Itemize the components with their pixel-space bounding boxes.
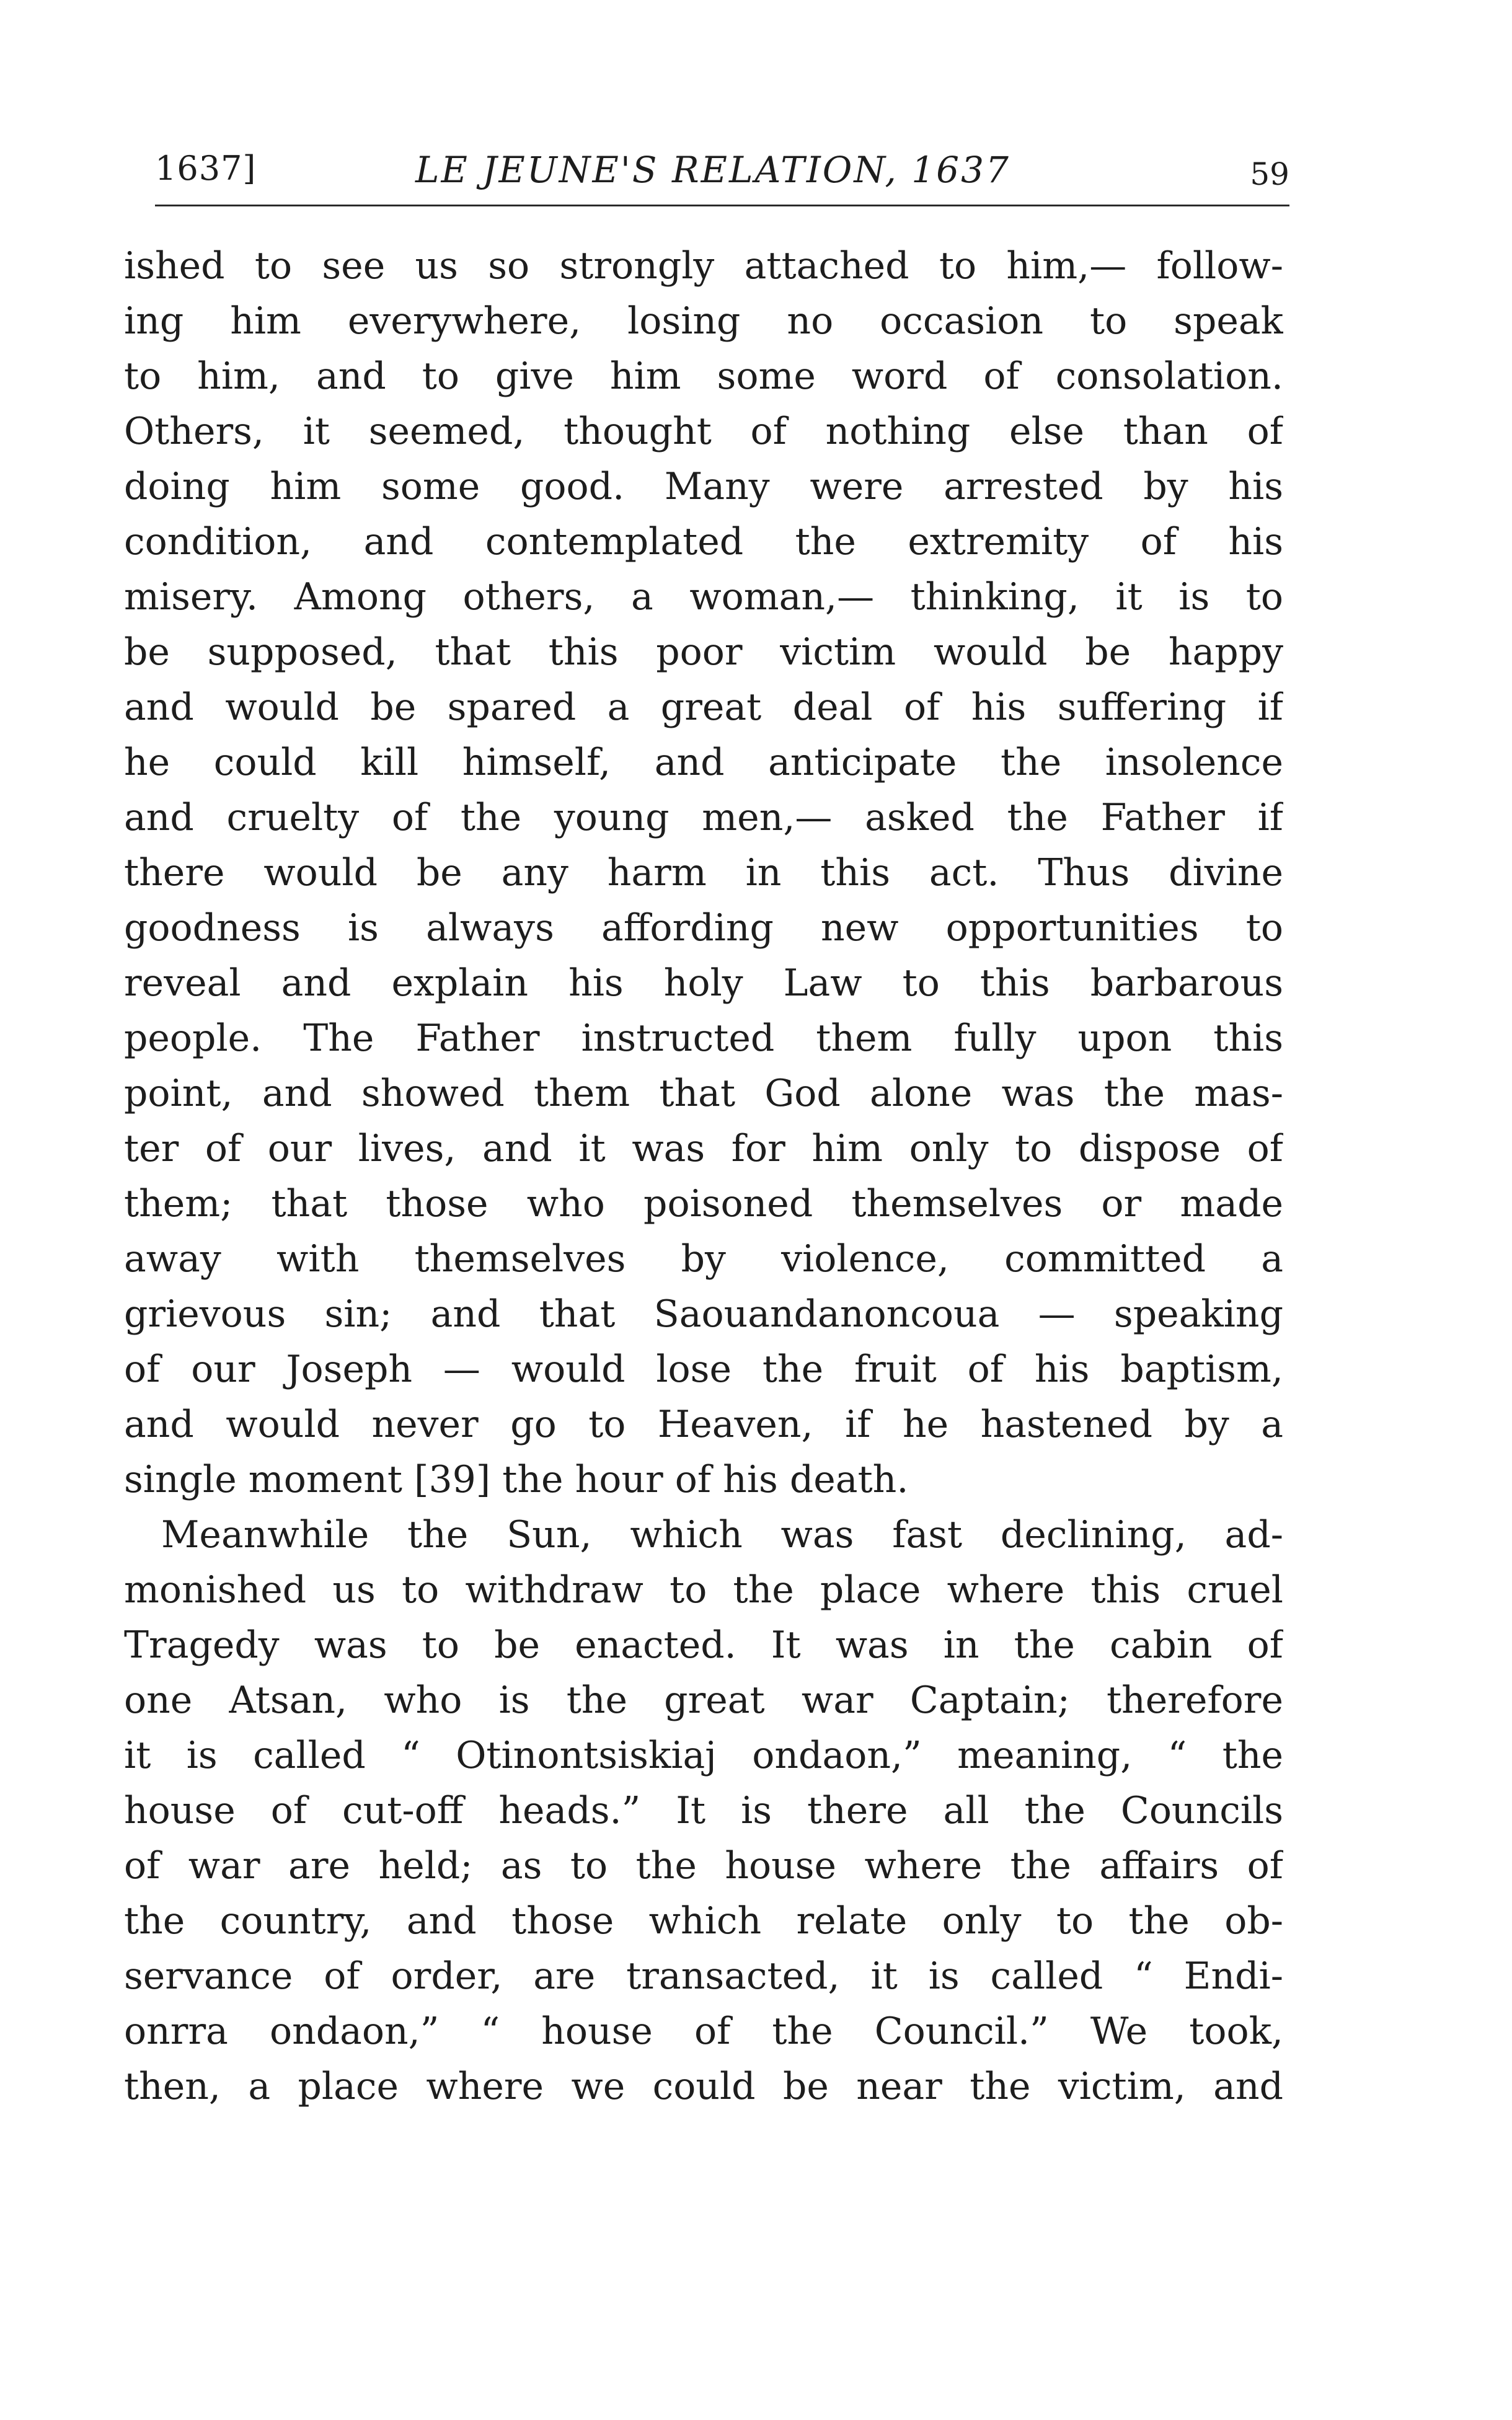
text-line: be supposed, that this poor victim would be happy (124, 630, 1283, 674)
text-line: away with themselves by violence, committed a (124, 1237, 1283, 1281)
text-line: and would be spared a great deal of his suffering if (124, 686, 1283, 729)
text-line: grievous sin; and that Saouandanoncoua — speaking (124, 1292, 1283, 1336)
text-line: it is called “ Otinontsiskiaj ondaon,” meaning, “ the (124, 1734, 1283, 1777)
header-rule (155, 205, 1289, 206)
paragraph-first-line: Meanwhile the Sun, which was fast declining, ad- (161, 1513, 1283, 1557)
body-text (124, 239, 1283, 2114)
text-line: Others, it seemed, thought of nothing else than of (124, 410, 1283, 453)
text-line: them; that those who poisoned themselves or made (124, 1182, 1283, 1225)
running-head-title: LE JEUNE'S RELATION, 1637 (415, 149, 1010, 191)
running-head (155, 143, 1289, 205)
text-line: point, and showed them that God alone was the mas- (124, 1072, 1283, 1115)
text-line: of war are held; as to the house where the affairs of (124, 1844, 1283, 1888)
text-line: people. The Father instructed them fully upon this (124, 1017, 1283, 1060)
text-line: Tragedy was to be enacted. It was in the cabin of (124, 1623, 1283, 1667)
text-line: and would never go to Heaven, if he hastened by a (124, 1403, 1283, 1446)
text-line: then, a place where we could be near the victim, and (124, 2065, 1283, 2108)
text-line: the country, and those which relate only to the ob- (124, 1899, 1283, 1943)
text-line: one Atsan, who is the great war Captain; therefore (124, 1679, 1283, 1722)
text-line: reveal and explain his holy Law to this barbarous (124, 961, 1283, 1005)
text-line: ing him everywhere, losing no occasion to speak (124, 299, 1283, 343)
running-head-year: 1637] (155, 149, 257, 188)
text-line: monished us to withdraw to the place where this cruel (124, 1568, 1283, 1612)
text-line: onrra ondaon,” “ house of the Council.” We took, (124, 2010, 1283, 2053)
text-line: house of cut-off heads.” It is there all the Councils (124, 1789, 1283, 1832)
text-line: doing him some good. Many were arrested by his (124, 465, 1283, 508)
text-line: condition, and contemplated the extremity of his (124, 520, 1283, 563)
text-line: misery. Among others, a woman,— thinking, it is to (124, 575, 1283, 619)
text-line: ished to see us so strongly attached to him,— follow- (124, 244, 1283, 288)
text-line: of our Joseph — would lose the fruit of his baptism, (124, 1348, 1283, 1391)
text-line: and cruelty of the young men,— asked the Father if (124, 796, 1283, 839)
text-line: he could kill himself, and anticipate the insolence (124, 741, 1283, 784)
text-line: there would be any harm in this act. Thus divine (124, 851, 1283, 894)
text-line: to him, and to give him some word of consolation. (124, 355, 1283, 398)
text-line: servance of order, are transacted, it is called “ Endi- (124, 1954, 1283, 1998)
paragraph-last-line: single moment [39] the hour of his death. (124, 1458, 909, 1501)
page-number: 59 (1250, 156, 1289, 192)
text-line: goodness is always affording new opportunities to (124, 906, 1283, 950)
text-line: ter of our lives, and it was for him only to dispose of (124, 1127, 1283, 1170)
